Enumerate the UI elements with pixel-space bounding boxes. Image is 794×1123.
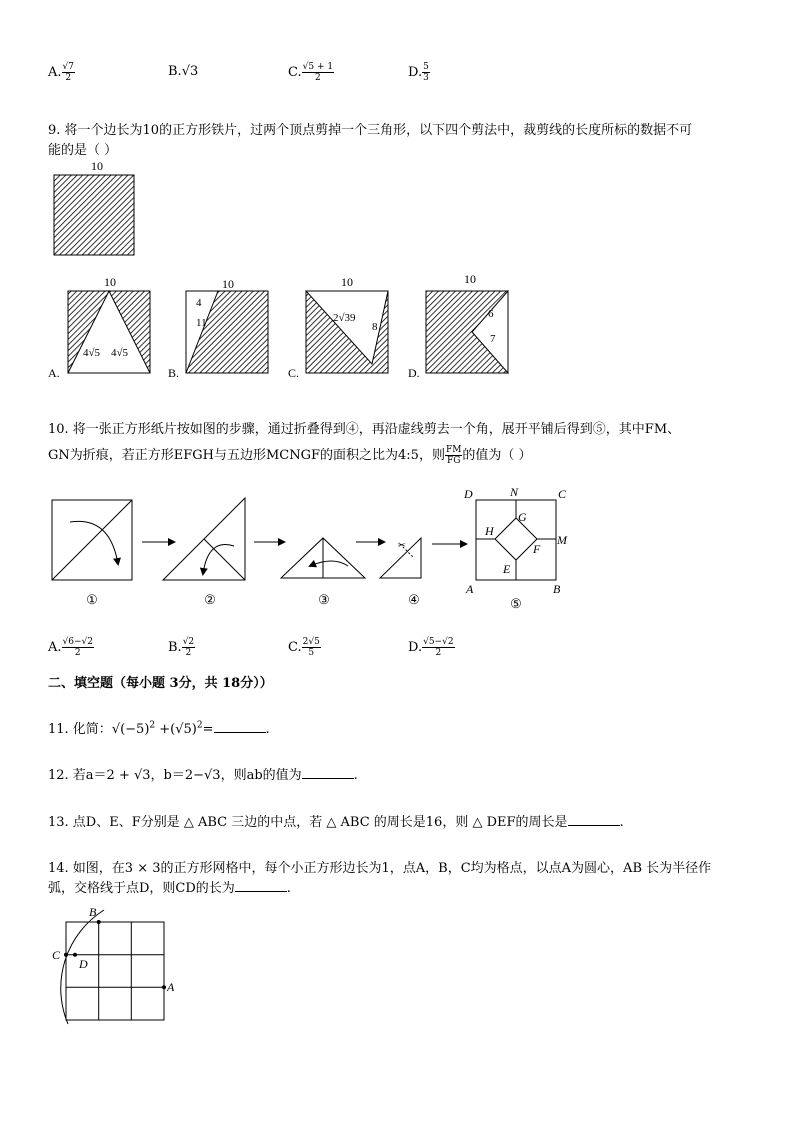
cut-length-left: 4√5 [83, 347, 101, 359]
answer-blank[interactable] [214, 720, 266, 733]
option-label: A. [48, 65, 62, 80]
q10-option-b[interactable] [168, 637, 195, 658]
fraction: $\frac{√7}{2}$ [62, 62, 74, 83]
cut-length-right: 4√5 [111, 347, 129, 359]
step-label: ② [204, 592, 216, 607]
fraction-fm-fg: $\frac{FM}{FG}$ [445, 445, 462, 466]
side-label: 10 [222, 277, 234, 291]
side-label: 10 [104, 275, 116, 289]
answer-blank[interactable] [568, 813, 620, 826]
option-label: A. [48, 366, 60, 380]
fraction: $\frac{√2}{2}$ [182, 637, 195, 658]
option-label: D. [408, 65, 423, 80]
point-label: M [557, 533, 567, 547]
point-label: E [503, 562, 511, 576]
q9-option-a[interactable] [48, 274, 158, 386]
q9-option-c[interactable] [288, 274, 398, 386]
q14-grid-figure [48, 902, 188, 1036]
cut-length-b: 11 [196, 317, 207, 329]
cut-length-a: 2√39 [333, 312, 356, 324]
cut-length-a: 4 [196, 297, 202, 309]
option-label: C. [288, 640, 302, 655]
q8-option-b[interactable] [168, 64, 198, 79]
q10-option-d[interactable] [408, 637, 455, 658]
step-label: ④ [408, 592, 420, 607]
q10-folding-figure [48, 486, 588, 618]
q8-option-a[interactable] [48, 62, 75, 83]
step-label: ③ [318, 592, 330, 607]
option-label: B. [168, 64, 182, 79]
fraction: $\frac{5}{3}$ [423, 62, 429, 83]
point-label: D [79, 957, 88, 971]
q11: 11. 化简：$√(-5)^2 +(√5)^2=$ . [48, 720, 270, 737]
point-label: A [466, 582, 474, 596]
q14-stem-line1: 14. 如图，在3 × 3的正方形网格中，每个小正方形边长为1，点A，B，C均为格点，以点A为圆心，AB 长为半径作 [48, 861, 712, 876]
section-title: 二、填空题（每小题 3分，共 18分）） [48, 676, 273, 691]
step-label: ① [86, 592, 98, 607]
point-label: C [558, 487, 567, 501]
q9-main-figure [52, 160, 142, 264]
cut-length-b: 8 [372, 321, 378, 333]
fraction: $\frac{√6-√2}{2}$ [62, 637, 93, 658]
side-label: 10 [464, 272, 476, 286]
cut-length-a: 6 [488, 308, 494, 320]
q9-option-b[interactable] [168, 274, 278, 386]
fraction: $\frac{√5-√2}{2}$ [423, 637, 454, 658]
q14-stem-line2: 弧，交格线于点D，则CD的长为 . [48, 881, 291, 896]
option-label: B. [168, 366, 180, 380]
q10-option-a[interactable] [48, 637, 94, 658]
option-value: √3 [181, 64, 199, 79]
q9-stem-line2: 能的是（ ） [48, 143, 118, 158]
point-label: N [510, 486, 519, 499]
q10-stem-line1: 10. 将一张正方形纸片按如图的步骤，通过折叠得到④，再沿虚线剪去一个角，展开平铺后得到⑤，其中FM、 [48, 422, 681, 437]
answer-blank[interactable] [302, 766, 354, 779]
answer-blank[interactable] [235, 879, 287, 892]
q8-option-d[interactable] [408, 62, 430, 83]
point-label: D [464, 487, 473, 501]
point-label: B [553, 582, 561, 596]
option-label: B. [168, 640, 182, 655]
q9-option-d[interactable] [408, 270, 518, 386]
cut-length-b: 7 [490, 333, 496, 345]
expr: √(−5) [111, 722, 150, 737]
side-label: 10 [341, 275, 353, 289]
fraction: $\frac{2√5}{5}$ [302, 637, 320, 658]
q8-option-c[interactable] [288, 62, 334, 83]
option-label: C. [288, 366, 300, 380]
option-label: C. [288, 65, 302, 80]
option-label: D. [408, 640, 423, 655]
point-label: G [518, 510, 527, 524]
point-label: B [89, 905, 97, 919]
q10-stem-line2: GN为折痕，若正方形EFGH与五边形MCNGF的面积之比为4:5，则 $\frac{FM}{FG}$ 的值为（ ） [48, 445, 532, 466]
side-label: 10 [91, 160, 103, 173]
q13: 13. 点D、E、F分别是 △ ABC 三边的中点，若 △ ABC 的周长是16，则 △ DEF的周长是 . [48, 815, 624, 830]
q9-stem-line1: 9. 将一个边长为10的正方形铁片，过两个顶点剪掉一个三角形，以下四个剪法中，裁剪线的长度所标的数据不可 [48, 123, 693, 138]
svg-text:✂: ✂ [398, 540, 406, 550]
point-label: F [533, 542, 541, 556]
fraction: $\frac{√5 + 1}{2}$ [302, 62, 334, 83]
point-label: H [485, 524, 494, 538]
option-label: A. [48, 640, 62, 655]
point-label: C [52, 948, 61, 962]
q12: 12. 若a＝2 + √3，b＝2−√3，则ab的值为 . [48, 768, 358, 783]
option-label: D. [408, 366, 420, 380]
point-label: A [167, 980, 175, 994]
q10-option-c[interactable] [288, 637, 321, 658]
step-label: ⑤ [510, 596, 522, 611]
